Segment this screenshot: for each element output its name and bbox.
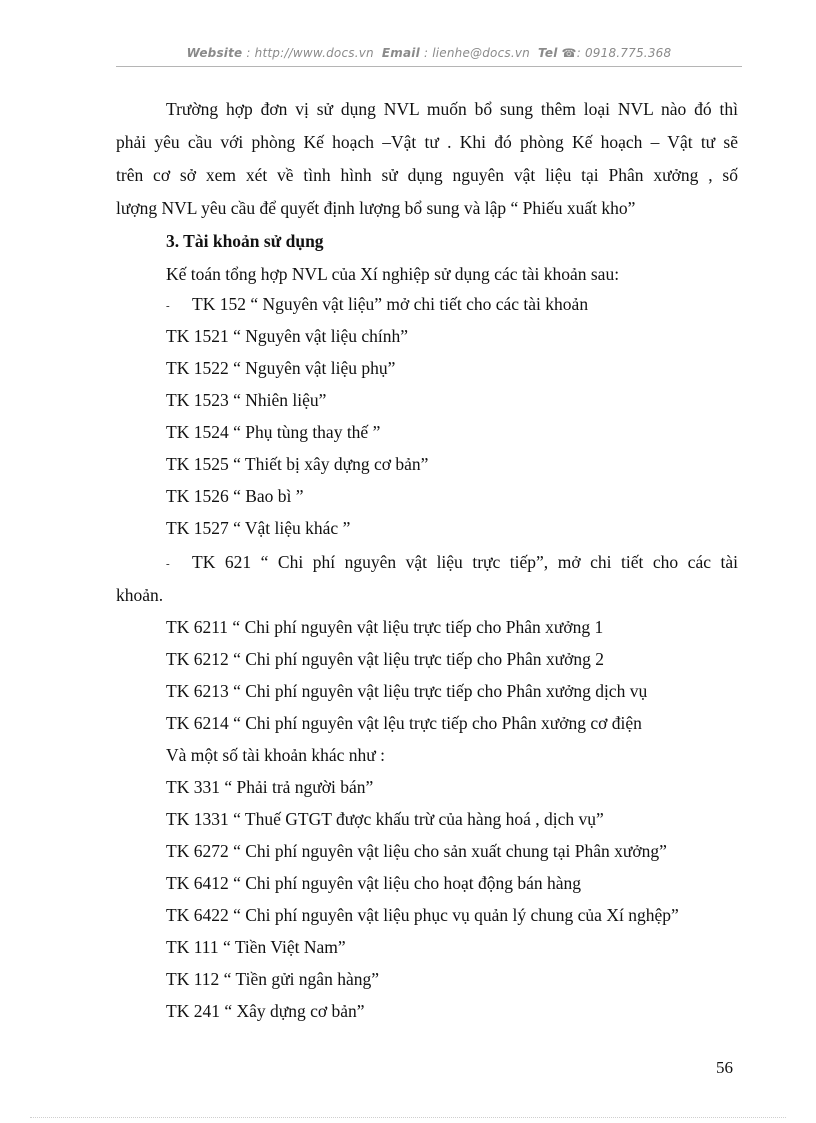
- account-line: TK 1521 “ Nguyên vật liệu chính”: [166, 326, 409, 346]
- page-header: [116, 46, 742, 60]
- other-accounts-intro: Và một số tài khoản khác như :: [166, 745, 385, 765]
- account-line: TK 1526 “ Bao bì ”: [166, 486, 304, 506]
- page-number: 56: [716, 1058, 733, 1077]
- account-line: TK 6213 “ Chi phí nguyên vật liệu trực tiếp cho Phân xưởng dịch vụ: [166, 681, 648, 701]
- phone-icon: ☎: [561, 46, 577, 60]
- account-line: TK 6214 “ Chi phí nguyên vật lệu trực tiếp cho Phân xưởng cơ điện: [166, 713, 642, 733]
- paragraph-line: Trường hợp đơn vị sử dụng NVL muốn bổ sung thêm loại NVL nào đó thì: [166, 99, 738, 119]
- paragraph-line: trên cơ sở xem xét về tình hình sử dụng nguyên vật liệu tại Phân xưởng , số: [116, 165, 738, 185]
- account-line: TK 1331 “ Thuế GTGT được khấu trừ của hàng hoá , dịch vụ”: [166, 809, 604, 829]
- email-link[interactable]: : lienhe@docs.vn: [423, 46, 530, 60]
- section-heading: 3. Tài khoản sử dụng: [166, 231, 324, 251]
- bullet-text: TK 621 “ Chi phí nguyên vật liệu trực tiếp”, mở chi tiết cho các tài: [192, 552, 738, 572]
- account-line: TK 1527 “ Vật liệu khác ”: [166, 518, 351, 538]
- website-link[interactable]: : http://www.docs.vn: [246, 46, 374, 60]
- tel-value: : 0918.775.368: [576, 46, 672, 60]
- account-line: TK 1525 “ Thiết bị xây dựng cơ bản”: [166, 454, 429, 474]
- account-line: TK 1523 “ Nhiên liệu”: [166, 390, 327, 410]
- bullet-continuation: khoản.: [116, 585, 164, 605]
- account-line: TK 1524 “ Phụ tùng thay thế ”: [166, 422, 381, 442]
- account-line: TK 6412 “ Chi phí nguyên vật liệu cho hoạt động bán hàng: [166, 873, 582, 893]
- bullet-item-tk152: [166, 293, 588, 317]
- paragraph-line: lượng NVL yêu cầu để quyết định lượng bổ sung và lập “ Phiếu xuất kho”: [116, 198, 636, 218]
- account-line: TK 6422 “ Chi phí nguyên vật liệu phục vụ quản lý chung của Xí nghệp”: [166, 905, 679, 925]
- email-label: Email: [381, 46, 420, 60]
- account-line: TK 1522 “ Nguyên vật liệu phụ”: [166, 358, 396, 378]
- account-line: TK 6211 “ Chi phí nguyên vật liệu trực tiếp cho Phân xưởng 1: [166, 617, 604, 637]
- website-label: Website: [186, 46, 243, 60]
- bullet-dash-icon: -: [166, 300, 170, 312]
- bullet-text: TK 152 “ Nguyên vật liệu” mở chi tiết cho các tài khoản: [192, 294, 589, 314]
- account-line: TK 112 “ Tiền gửi ngân hàng”: [166, 969, 379, 989]
- header-divider: [116, 66, 742, 67]
- account-line: TK 241 “ Xây dựng cơ bản”: [166, 1001, 365, 1021]
- paragraph-line: phải yêu cầu với phòng Kế hoạch –Vật tư . Khi đó phòng Kế hoạch – Vật tư sẽ: [116, 132, 738, 152]
- account-line: TK 111 “ Tiền Việt Nam”: [166, 937, 346, 957]
- account-line: TK 6212 “ Chi phí nguyên vật liệu trực tiếp cho Phân xưởng 2: [166, 649, 604, 669]
- tel-label: Tel: [538, 46, 558, 60]
- account-line: TK 6272 “ Chi phí nguyên vật liệu cho sản xuất chung tại Phân xưởng”: [166, 841, 667, 861]
- account-line: TK 331 “ Phải trả người bán”: [166, 777, 374, 797]
- footer-divider: [30, 1117, 786, 1118]
- intro-line: Kế toán tổng hợp NVL của Xí nghiệp sử dụng các tài khoản sau:: [166, 264, 620, 284]
- bullet-item-tk621: [166, 551, 738, 575]
- bullet-dash-icon: -: [166, 558, 170, 570]
